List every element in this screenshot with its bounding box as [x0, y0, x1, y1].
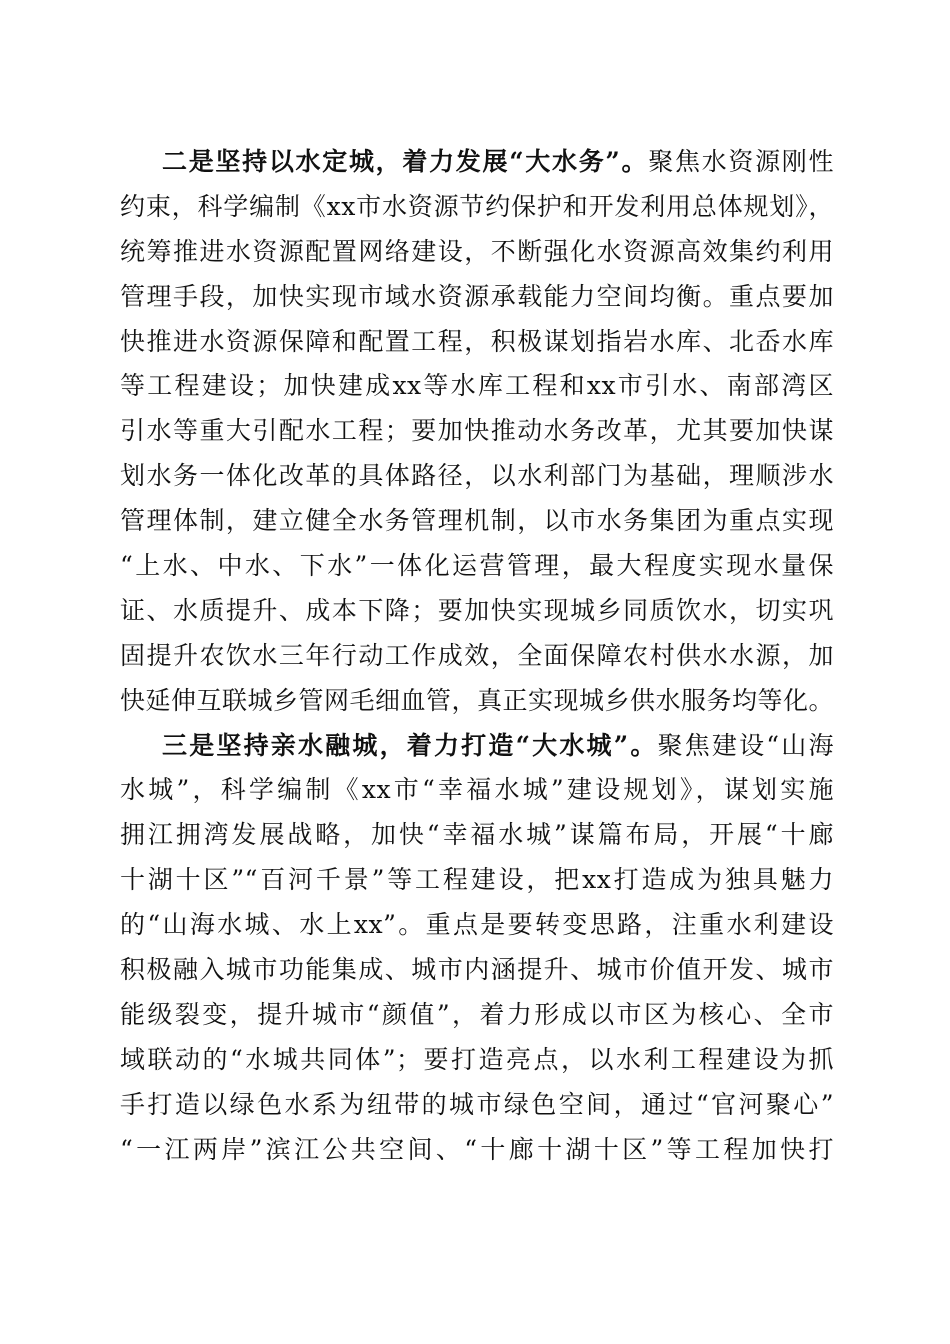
paragraph-line: “上水、中水、下水”一体化运营管理，最大程度实现水量保 — [120, 551, 834, 581]
paragraph-line: 积极融入城市功能集成、城市内涵提升、城市价值开发、城市 — [120, 955, 834, 985]
paragraph-line: 管理手段，加快实现市域水资源承载能力空间均衡。重点要加 — [120, 281, 834, 311]
paragraph-line: 引水等重大引配水工程；要加快推动水务改革，尤其要加快谋 — [120, 416, 834, 446]
paragraph-line: 三是坚持亲水融城，着力打造“大水城”。聚焦建设“山海 — [162, 730, 834, 760]
paragraph-water-city — [120, 724, 834, 1173]
paragraph-line: 十湖十区”“百河千景”等工程建设，把xx打造成为独具魅力 — [120, 865, 834, 895]
paragraph-line: 等工程建设；加快建成xx等水库工程和xx市引水、南部湾区 — [120, 371, 834, 401]
paragraph-line: 域联动的“水城共同体”；要打造亮点，以水利工程建设为抓 — [120, 1044, 834, 1074]
paragraph-line: 划水务一体化改革的具体路径，以水利部门为基础，理顺涉水 — [120, 461, 834, 491]
paragraph-line: 二是坚持以水定城，着力发展“大水务”。聚焦水资源刚性 — [162, 147, 834, 176]
paragraph-water-affairs — [120, 140, 835, 724]
paragraph-line: 约束，科学编制《xx市水资源节约保护和开发利用总体规划》， — [120, 191, 834, 221]
paragraph-line: 拥江拥湾发展战略，加快“幸福水城”谋篇布局，开展“十廊 — [120, 820, 834, 850]
paragraph-lead: 二是坚持以水定城，着力发展“大水务”。 — [162, 147, 649, 176]
paragraph-line: 证、水质提升、成本下降；要加快实现城乡同质饮水，切实巩 — [120, 595, 834, 625]
paragraph-line: 能级裂变，提升城市“颜值”，着力形成以市区为核心、全市 — [120, 999, 834, 1029]
paragraph-line: 固提升农饮水三年行动工作成效，全面保障农村供水水源，加 — [120, 640, 834, 670]
paragraph-line: 的“山海水城、水上xx”。重点是要转变思路，注重水利建设 — [120, 910, 834, 940]
paragraph-line: 快推进水资源保障和配置工程，积极谋划指岩水库、北岙水库 — [120, 326, 834, 356]
paragraph-line: 快延伸互联城乡管网毛细血管，真正实现城乡供水服务均等化。 — [120, 685, 835, 715]
paragraph-lead: 三是坚持亲水融城，着力打造“大水城”。 — [162, 730, 658, 760]
paragraph-line: 管理体制，建立健全水务管理机制，以市水务集团为重点实现 — [120, 506, 834, 536]
document-body — [120, 140, 835, 1172]
paragraph-line: “一江两岸”滨江公共空间、“十廊十湖十区”等工程加快打 — [120, 1134, 834, 1164]
paragraph-line: 手打造以绿色水系为纽带的城市绿色空间，通过“官河聚心” — [120, 1089, 834, 1119]
paragraph-line: 统筹推进水资源配置网络建设，不断强化水资源高效集约利用 — [120, 236, 834, 266]
paragraph-line: 水城”，科学编制《xx市“幸福水城”建设规划》，谋划实施 — [120, 775, 834, 805]
